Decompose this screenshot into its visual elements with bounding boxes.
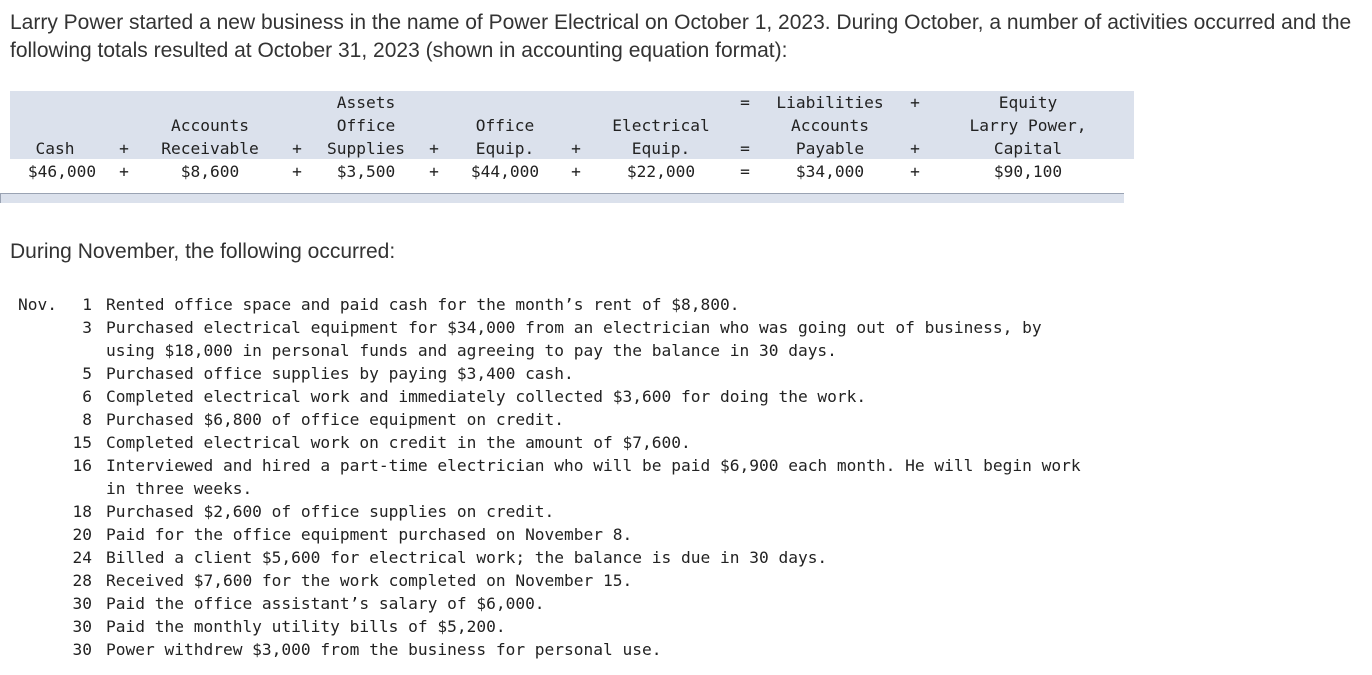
ee-value: $22,000 — [626, 162, 696, 181]
transaction-item — [18, 592, 1186, 615]
plus-operator: + — [910, 162, 920, 181]
ar-label-line1: Accounts — [171, 116, 249, 135]
transaction-text: Paid for the office equipment purchased on November 8. — [106, 525, 633, 544]
transaction-text: Completed electrical work and immediately collected $3,600 for doing the work. — [106, 387, 867, 406]
transaction-text: Paid the office assistant’s salary of $6,000. — [106, 594, 545, 613]
transaction-item — [18, 546, 1186, 569]
transaction-day: 30 — [72, 594, 92, 613]
oe-label-line1: Office — [475, 116, 535, 135]
transaction-text: Purchased electrical equipment for $34,000 from an electrician who was going out of business, by using $18,000 in personal funds and agreeing to pay the balance in 30 days. — [106, 318, 1042, 360]
plus-operator: + — [292, 139, 302, 158]
transaction-item — [18, 431, 1186, 454]
transaction-day: 30 — [72, 617, 92, 636]
ee-label-line2: Equip. — [631, 139, 691, 158]
plus-operator: + — [910, 139, 920, 158]
transaction-item — [18, 362, 1186, 385]
transaction-text: Interviewed and hired a part-time electrician who will be paid $6,900 each month. He will begin work in three weeks. — [106, 456, 1081, 498]
equals-operator: = — [740, 162, 750, 181]
cash-value: $46,000 — [27, 162, 97, 181]
transaction-item — [18, 408, 1186, 431]
transaction-day: 18 — [72, 502, 92, 521]
oe-value: $44,000 — [470, 162, 540, 181]
plus-heading: + — [910, 93, 920, 112]
transaction-day: 20 — [72, 525, 92, 544]
os-label-line1: Office — [336, 116, 396, 135]
transaction-day: 15 — [72, 433, 92, 452]
liabilities-heading: Liabilities — [776, 93, 884, 112]
november-subheading: During November, the following occurred: — [10, 240, 396, 263]
ar-value: $8,600 — [180, 162, 240, 181]
equals-heading: = — [740, 93, 750, 112]
os-value: $3,500 — [336, 162, 396, 181]
plus-operator: + — [571, 162, 581, 181]
oe-label-line2: Equip. — [475, 139, 535, 158]
transaction-text: Purchased $6,800 of office equipment on credit. — [106, 410, 565, 429]
transaction-item — [18, 454, 1186, 500]
ap-value: $34,000 — [795, 162, 865, 181]
transaction-item — [18, 316, 1186, 362]
cap-label-line2: Capital — [993, 139, 1063, 158]
accounting-equation-table — [10, 91, 1134, 203]
transaction-day: 28 — [72, 571, 92, 590]
transaction-text: Purchased office supplies by paying $3,400 cash. — [106, 364, 574, 383]
transaction-item — [18, 293, 1186, 316]
transaction-item — [18, 385, 1186, 408]
transaction-item — [18, 523, 1186, 546]
os-label-line2: Supplies — [327, 139, 405, 158]
transaction-item — [18, 638, 1186, 661]
equals-operator: = — [740, 139, 750, 158]
plus-operator: + — [429, 139, 439, 158]
ap-label-line2: Payable — [795, 139, 865, 158]
plus-operator: + — [571, 139, 581, 158]
transaction-day: 8 — [82, 410, 92, 429]
plus-operator: + — [429, 162, 439, 181]
transaction-item — [18, 569, 1186, 592]
transaction-text: Purchased $2,600 of office supplies on credit. — [106, 502, 555, 521]
transaction-item — [18, 615, 1186, 638]
month-label: Nov. — [18, 295, 57, 314]
transaction-item — [18, 500, 1186, 523]
cash-label: Cash — [35, 139, 75, 158]
ap-label-line1: Accounts — [791, 116, 869, 135]
ee-label-line1: Electrical — [612, 116, 710, 135]
transaction-day: 5 — [82, 364, 92, 383]
transaction-list — [18, 293, 1186, 661]
transaction-text: Received $7,600 for the work completed on November 15. — [106, 571, 633, 590]
transaction-day: 24 — [72, 548, 92, 567]
plus-operator: + — [119, 139, 129, 158]
transaction-text: Completed electrical work on credit in the amount of $7,600. — [106, 433, 691, 452]
transaction-text: Billed a client $5,600 for electrical work; the balance is due in 30 days. — [106, 548, 828, 567]
transaction-text: Rented office space and paid cash for the month’s rent of $8,800. — [106, 295, 740, 314]
transaction-day: 1 — [82, 295, 92, 314]
plus-operator: + — [292, 162, 302, 181]
transaction-day: 6 — [82, 387, 92, 406]
table-footer-bar — [0, 193, 1124, 203]
ar-label-line2: Receivable — [161, 139, 259, 158]
plus-operator: + — [119, 162, 129, 181]
transaction-day: 30 — [72, 640, 92, 659]
assets-heading: Assets — [336, 93, 396, 112]
equity-heading: Equity — [998, 93, 1058, 112]
cap-value: $90,100 — [993, 162, 1063, 181]
transaction-text: Power withdrew $3,000 from the business for personal use. — [106, 640, 662, 659]
problem-intro: Larry Power started a new business in the name of Power Electrical on October 1, 2023. During October, a number of activities occurred and the following totals resulted at October 31, 2023 (shown in accounting equation format): — [10, 11, 1352, 62]
transaction-day: 3 — [82, 318, 92, 337]
transaction-day: 16 — [72, 456, 92, 475]
transaction-text: Paid the monthly utility bills of $5,200. — [106, 617, 506, 636]
cap-label-line1: Larry Power, — [969, 116, 1087, 135]
